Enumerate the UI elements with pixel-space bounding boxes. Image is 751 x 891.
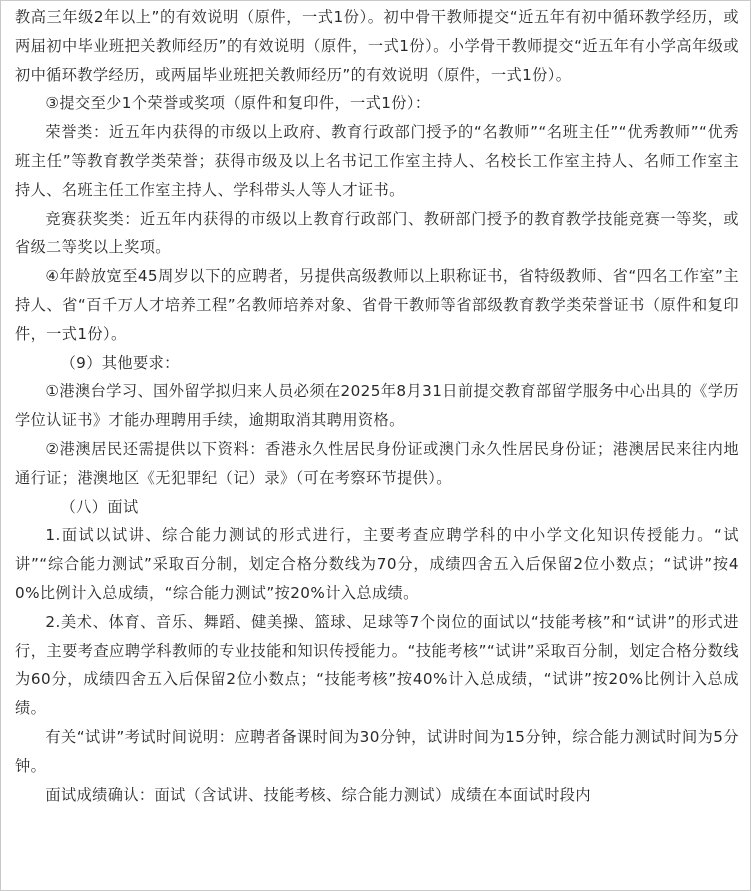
paragraph-interview-format: 1.面试以试讲、综合能力测试的形式进行，主要考查应聘学科的中小学文化知识传授能力。“试讲”“综合能力测试”采取百分制，划定合格分数线为70分，成绩四舍五入后保留2位小数点；“试讲”按40%比例计入总成绩，“综合能力测试”按20%计入总成绩。 [15, 526, 739, 602]
paragraph-overseas-returnees: ①港澳台学习、国外留学拟归来人员必须在2025年8月31日前提交教育部留学服务中心出具的《学历学位认证书》才能办理聘用手续，逾期取消其聘用资格。 [15, 382, 739, 430]
paragraph-score-confirmation: 面试成绩确认：面试（含试讲、技能考核、综合能力测试）成绩在本面试时段内 [45, 785, 591, 804]
paragraph-skill-assessment: 2.美术、体育、音乐、舞蹈、健美操、篮球、足球等7个岗位的面试以“技能考核”和“试讲”的形式进行，主要考查应聘学科教师的专业技能和知识传授能力。“技能考核”“试讲”采取百分制，划定合格分数线为60分，成绩四舍五入后保留2位小数点；“技能考核”按40%计入总成绩，“试讲”按20%比例计入总成绩。 [15, 612, 739, 718]
paragraph-honor-category: 荣誉类：近五年内获得的市级以上政府、教育行政部门授予的“名教师”“名班主任”“优秀教师”“优秀班主任”等教育教学类荣誉；获得市级及以上名书记工作室主持人、名校长工作室主持人、名师工作室主持人、名班主任工作室主持人、学科带头人等人才证书。 [15, 123, 739, 199]
paragraph-honor-requirement: ③提交至少1个荣誉或奖项（原件和复印件，一式1份）： [45, 94, 431, 113]
paragraph-trial-lecture-timing: 有关“试讲”考试时间说明：应聘者备课时间为30分钟，试讲时间为15分钟，综合能力测试时间为5分钟。 [15, 727, 739, 775]
paragraph-age-relaxation: ④年龄放宽至45周岁以下的应聘者，另提供高级教师以上职称证书，省特级教师、省“四名工作室”主持人、省“百千万人才培养工程”名教师培养对象、省骨干教师等省部级教育教学类荣誉证书（原件和复印件，一式1份）。 [15, 267, 739, 343]
heading-other-requirements: （9）其他要求： [60, 353, 180, 372]
paragraph-continuation-requirements: 教高三年级2年以上”的有效说明（原件，一式1份）。初中骨干教师提交“近五年有初中循环教学经历，或两届初中毕业班把关教师经历”的有效说明（原件，一式1份）。小学骨干教师提交“近五年有小学高年级或初中循环教学经历，或两届毕业班把关教师经历”的有效说明（原件，一式1份）。 [15, 8, 739, 84]
document-body [15, 3, 739, 809]
paragraph-hk-macao-residents: ②港澳居民还需提供以下资料：香港永久性居民身份证或澳门永久性居民身份证；港澳居民来往内地通行证；港澳地区《无犯罪纪（记）录》（可在考察环节提供）。 [15, 439, 739, 487]
heading-interview: （八）面试 [60, 497, 139, 516]
paragraph-competition-category: 竞赛获奖类：近五年内获得的市级以上教育行政部门、教研部门授予的教育教学技能竞赛一等奖，或省级二等奖以上奖项。 [15, 209, 739, 257]
